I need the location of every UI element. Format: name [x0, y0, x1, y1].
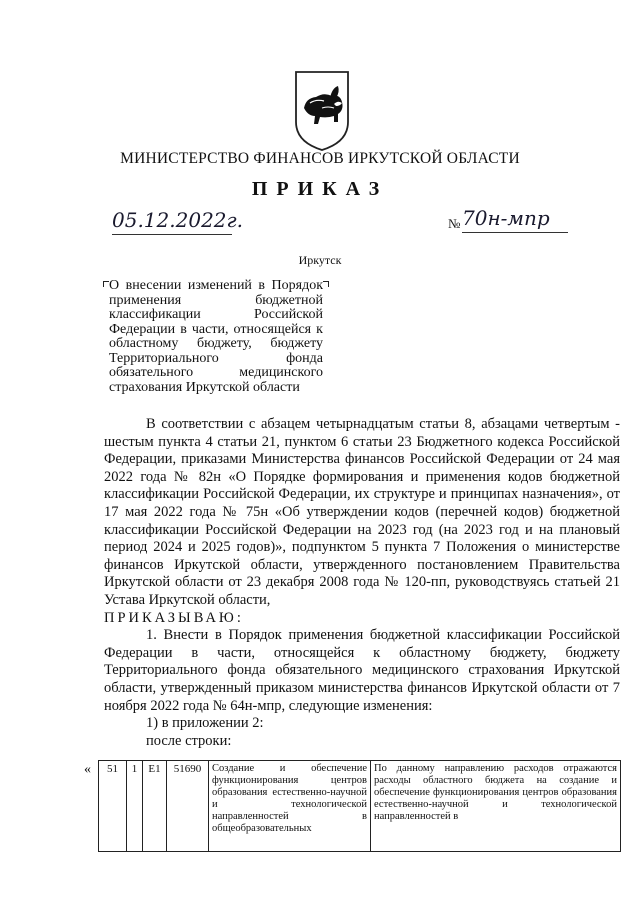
- number-sign: №: [448, 216, 461, 231]
- table-row: [99, 761, 621, 852]
- city-name: Иркутск: [298, 253, 342, 267]
- coat-of-arms-emblem: [294, 70, 350, 152]
- table-cell: Е1: [143, 761, 167, 852]
- document-type-title: ПРИКАЗ: [251, 178, 389, 200]
- document-body: [104, 416, 620, 750]
- subject-corner-right: [323, 281, 329, 287]
- table-cell: 51: [99, 761, 127, 852]
- sub-item-1: 1) в приложении 2:: [146, 715, 264, 732]
- opening-quote-mark: «: [84, 762, 91, 777]
- subject-text: О внесении изменений в Порядок применения бюджетной классификации Российской Федерации в части, относящейся к областному бюджету, бюджету Территориального фонда обязательного медицинского страхования Иркутской области: [109, 278, 323, 395]
- preamble-paragraph: В соответствии с абзацем четырнадцатым статьи 8, абзацами четвертым - шестым пункта 4 статьи 21, пунктом 6 статьи 23 Бюджетного кодекса Российской Федерации, приказами Министерства финансов Российской Федерации от 24 мая 2022 года № 82н «О Порядке формирования и применения кодов бюджетной классификации Российской Федерации, их структуре и принципах назначения», от 17 мая 2022 года № 75н «Об утверждении кодов (перечней кодов) бюджетной классификации Российской Федерации на 2023 год (на 2023 год и на плановый период 2024 и 2025 годов)», подпунктом 5 пункта 7 Положения о министерстве финансов Иркутской области, утвержденного постановлением Правительства Иркутской области от 23 декабря 2008 года № 120-пп, руководствуясь статьей 21 Устава Иркутской области,: [104, 416, 620, 608]
- sub-item-2: после строки:: [146, 732, 232, 749]
- table-cell: 51690: [167, 761, 209, 852]
- handwritten-document-number: 70н-мпр: [462, 206, 568, 233]
- classification-table: [98, 760, 621, 852]
- order-item-1: 1. Внести в Порядок применения бюджетной классификации Российской Федерации в части, относящейся к областному бюджету, бюджету Территориального фонда обязательного медицинского страхования Иркутской области, утвержденный приказом министерства финансов Иркутской области от 7 ноября 2022 года № 64н-мпр, следующие изменения:: [104, 627, 620, 714]
- handwritten-date: 05.12.2022г.: [112, 208, 232, 235]
- table-cell-name: Создание и обеспечение функционирования центров образования естественно-научной и технологической направленностей в общеобразовательных: [209, 761, 371, 852]
- document-subject: [109, 279, 323, 395]
- order-word: ПРИКАЗЫВАЮ:: [104, 609, 244, 626]
- table-cell: 1: [127, 761, 143, 852]
- table-cell-description: По данному направлению расходов отражаются расходы областного бюджета на создание и обеспечение функционирования центров образования естественно-научной и технологической направленностей в: [371, 761, 621, 852]
- ministry-name: МИНИСТЕРСТВО ФИНАНСОВ ИРКУТСКОЙ ОБЛАСТИ: [120, 150, 520, 167]
